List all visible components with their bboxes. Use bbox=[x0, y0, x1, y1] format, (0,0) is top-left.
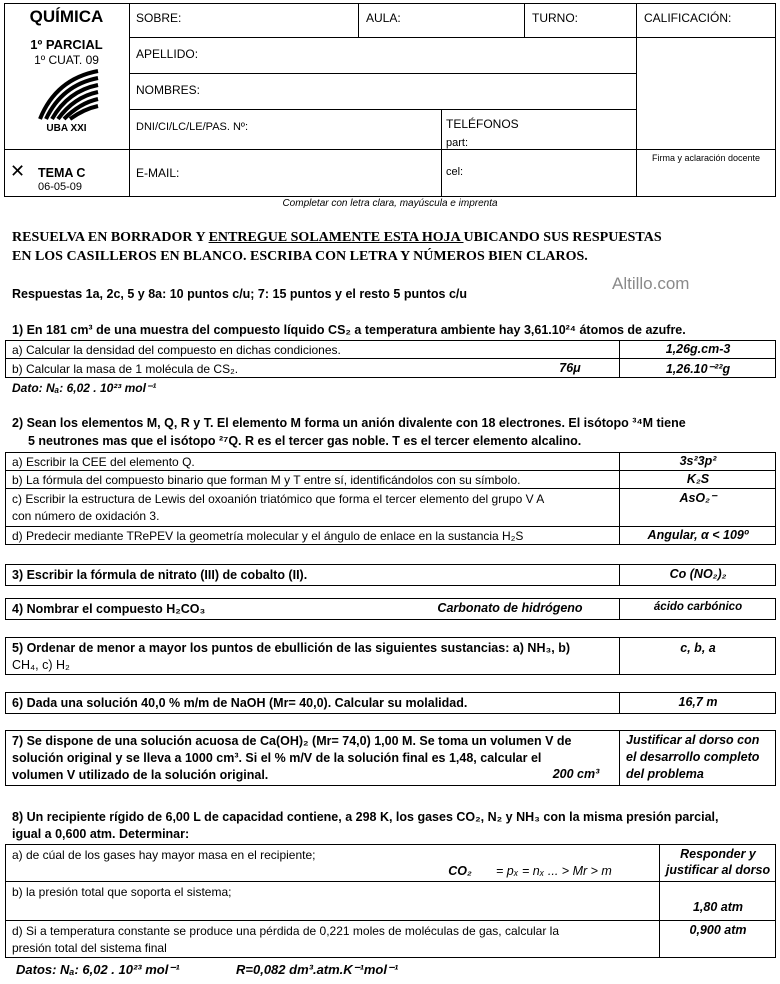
q1-b-answer: 1,26.10⁻²²g bbox=[665, 362, 731, 376]
dni-label: DNI/CI/LC/LE/PAS. Nº: bbox=[136, 121, 249, 133]
header-form bbox=[4, 3, 776, 197]
q7-title-2: solución original y se lleva a 1000 cm³. Si el % m/V de la solución final es 1,48, calcular el bbox=[12, 751, 542, 765]
header-caption: Completar con letra clara, mayúscula e imprenta bbox=[282, 198, 498, 209]
logo-text: UBA XXI bbox=[46, 123, 87, 134]
sobre-label: SOBRE: bbox=[136, 11, 182, 25]
exam-period: 1º CUAT. 09 bbox=[34, 53, 99, 67]
q2-c-text-1: c) Escribir la estructura de Lewis del oxoanión triatómico que forma el tercer elemento del grupo V A bbox=[12, 492, 545, 506]
q4-title: 4) Nombrar el compuesto H₂CO₃ bbox=[12, 602, 206, 616]
apellido-label: APELLIDO: bbox=[136, 47, 199, 61]
q5-answer: c, b, a bbox=[680, 641, 716, 655]
q6-title: 6) Dada una solución 40,0 % m/m de NaOH (Mr= 40,0). Calcular su molalidad. bbox=[12, 696, 468, 710]
instructions-part-b: ENTREGUE SOLAMENTE ESTA HOJA bbox=[208, 230, 464, 245]
q4-answer: ácido carbónico bbox=[653, 601, 743, 613]
telefonos-label: TELÉFONOS bbox=[446, 117, 519, 131]
scoring-text: Respuestas 1a, 2c, 5 y 8a: 10 puntos c/u; 7: 15 puntos y el resto 5 puntos c/u bbox=[12, 287, 468, 301]
aula-label: AULA: bbox=[366, 11, 401, 25]
q7-title-3: volumen V utilizado de la solución original. bbox=[12, 768, 269, 782]
cel-label: cel: bbox=[446, 166, 464, 178]
uba-xxi-logo bbox=[36, 69, 100, 121]
q1-title: 1) En 181 cm³ de una muestra del compuesto líquido CS₂ a temperatura ambiente hay 3,61.10²⁴ átomos de azufre. bbox=[12, 323, 686, 337]
q7-answer-3: del problema bbox=[626, 767, 704, 781]
exam-title: 1º PARCIAL bbox=[30, 37, 103, 52]
q1-a-text: a) Calcular la densidad del compuesto en dichas condiciones. bbox=[12, 343, 341, 357]
instructions-part-c: UBICANDO SUS RESPUESTAS bbox=[463, 230, 662, 245]
q3-answer: Co (NO₂)₂ bbox=[669, 567, 727, 581]
q8-header-1: Responder y bbox=[680, 847, 756, 861]
nombres-label: NOMBRES: bbox=[136, 83, 201, 97]
q7-answer-1: Justificar al dorso con bbox=[626, 733, 760, 747]
q2-a-text: a) Escribir la CEE del elemento Q. bbox=[12, 455, 195, 469]
q7-note: 200 cm³ bbox=[552, 767, 600, 781]
subject-title: QUÍMICA bbox=[29, 7, 104, 26]
q3-title: 3) Escribir la fórmula de nitrato (III) de cobalto (II). bbox=[12, 568, 308, 582]
q5-title-2: CH₄, c) H₂ bbox=[12, 658, 70, 672]
q2-c-text-2: con número de oxidación 3. bbox=[12, 509, 160, 523]
q8-datos: Datos: Nₐ: 6,02 . 10²³ mol⁻¹ bbox=[16, 962, 180, 977]
q2-a-answer: 3s²3p² bbox=[679, 454, 717, 468]
q1-dato: Dato: Nₐ: 6,02 . 10²³ mol⁻¹ bbox=[12, 381, 157, 395]
q2-d-text: d) Predecir mediante TRePEV la geometría molecular y el ángulo de enlace en la sustancia H₂S bbox=[12, 529, 524, 543]
q6-answer: 16,7 m bbox=[678, 695, 718, 709]
q8-d-answer: 0,900 atm bbox=[689, 923, 747, 937]
calificacion-label: CALIFICACIÓN: bbox=[644, 11, 732, 25]
q8-b-text: b) la presión total que soporta el sistema; bbox=[12, 885, 232, 899]
q2-b-answer: K₂S bbox=[686, 472, 710, 486]
q8-d-text-2: presión total del sistema final bbox=[12, 941, 167, 955]
firma-label: Firma y aclaración docente bbox=[651, 153, 761, 163]
instructions-part-a: RESUELVA EN BORRADOR Y bbox=[12, 230, 209, 245]
q8-d-text-1: d) Si a temperatura constante se produce una pérdida de 0,221 moles de moléculas de gas, calcular la bbox=[12, 924, 559, 938]
q1-b-text: b) Calcular la masa de 1 molécula de CS₂. bbox=[12, 362, 239, 376]
q2-b-text: b) La fórmula del compuesto binario que forman M y T entre sí, identificándolos con su símbolo. bbox=[12, 473, 521, 487]
q8-r-constant: R=0,082 dm³.atm.K⁻¹mol⁻¹ bbox=[236, 962, 399, 977]
q8-b-answer: 1,80 atm bbox=[692, 900, 744, 914]
tema-date: 06-05-09 bbox=[38, 181, 83, 193]
q8-header-2: justificar al dorso bbox=[665, 863, 771, 877]
q4-note: Carbonato de hidrógeno bbox=[437, 601, 583, 615]
watermark: Altillo.com bbox=[612, 274, 690, 293]
q2-d-answer: Angular, α < 109º bbox=[647, 528, 749, 542]
q1-b-note: 76μ bbox=[559, 361, 581, 375]
q7-title-1: 7) Se dispone de una solución acuosa de Ca(OH)₂ (Mr= 74,0) 1,00 M. Se toma un volumen V de bbox=[12, 734, 572, 748]
q2-title-1: 2) Sean los elementos M, Q, R y T. El elemento M forma un anión divalente con 18 electrones. El isótopo ³⁴M tiene bbox=[12, 416, 686, 430]
tema-label: TEMA C bbox=[38, 166, 86, 180]
email-label: E-MAIL: bbox=[136, 166, 180, 180]
q1-a-answer: 1,26g.cm-3 bbox=[665, 342, 731, 356]
q8-a-note-1: CO₂ bbox=[448, 864, 472, 878]
turno-label: TURNO: bbox=[532, 11, 578, 25]
instructions-line-1 bbox=[12, 230, 662, 246]
instructions-line-2: EN LOS CASILLEROS EN BLANCO. ESCRIBA CON LETRA Y NÚMEROS BIEN CLAROS. bbox=[12, 249, 588, 264]
q8-title-1: 8) Un recipiente rígido de 6,00 L de capacidad contiene, a 298 K, los gases CO₂, N₂ y NH₃ con la misma presión parcial, bbox=[12, 810, 719, 824]
q5-title-1: 5) Ordenar de menor a mayor los puntos de ebullición de las siguientes sustancias: a) NH₃, b) bbox=[12, 641, 570, 655]
q8-a-note-2: = pₓ = nₓ ... > Mr > m bbox=[496, 864, 612, 878]
q8-a-text: a) de cúal de los gases hay mayor masa en el recipiente; bbox=[12, 848, 316, 862]
tema-mark-icon: ✕ bbox=[10, 161, 26, 181]
q2-title-2: 5 neutrones mas que el isótopo ²⁷Q. R es el tercer gas noble. T es el tercer elemento alcalino. bbox=[28, 434, 582, 448]
q8-title-2: igual a 0,600 atm. Determinar: bbox=[12, 827, 190, 841]
q2-c-answer: AsO₂⁻ bbox=[679, 491, 717, 505]
q7-answer-2: el desarrollo completo bbox=[626, 750, 760, 764]
part-label: part: bbox=[446, 137, 469, 149]
